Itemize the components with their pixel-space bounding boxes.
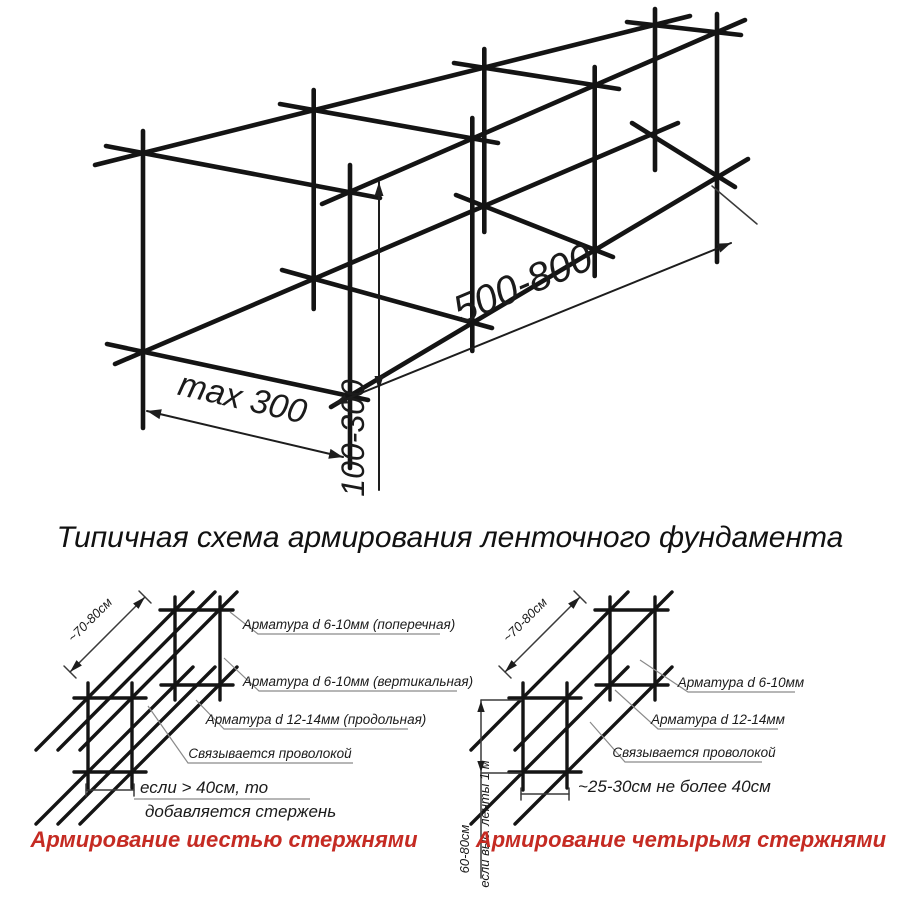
- arrowhead: [375, 182, 384, 196]
- arrowhead: [147, 409, 162, 419]
- dim-60-80-label: 60-80см: [457, 824, 472, 874]
- dim-70-80-label: ~70-80см: [499, 594, 551, 646]
- six-bar-diagram: [29, 591, 473, 852]
- note-40cm: [86, 778, 336, 821]
- main-cage-rails: [95, 16, 748, 407]
- label-frame-bar: Арматура d 6-10мм: [677, 675, 805, 690]
- caption-six-bars: Армирование шестью стержнями: [30, 827, 418, 852]
- dimension-max-300: [147, 365, 343, 459]
- dimension-500-800: [334, 186, 757, 404]
- note-line-2: добавляется стержень: [145, 802, 337, 821]
- page-title: Типичная схема армирования ленточного фундамента: [56, 521, 844, 554]
- note-line-1: если > 40см, то: [140, 778, 269, 797]
- transverse-frame-3: [454, 49, 619, 276]
- dim-length-label: 500-800: [446, 235, 600, 333]
- dimension-60-80: [457, 700, 521, 888]
- label-longitudinal-bar: Арматура d 12-14мм (продольная): [205, 712, 427, 727]
- arrowhead: [477, 701, 484, 712]
- dim-height-label: 100-300: [335, 379, 371, 497]
- dim-60-80-condition: если выс. ленты 1 м: [477, 760, 492, 888]
- top-rear-rail: [95, 16, 690, 165]
- dim-width-label: max 300: [174, 365, 311, 432]
- label-vertical-bar: Арматура d 6-10мм (вертикальная): [242, 674, 474, 689]
- top-front-rail: [322, 20, 745, 204]
- label-wire-tied: Связывается проволокой: [612, 745, 776, 760]
- label-transverse-bar: Арматура d 6-10мм (поперечная): [242, 617, 456, 632]
- dimension-70-80-right: [499, 591, 586, 678]
- dim-25-30-label: ~25-30см не более 40см: [578, 777, 771, 796]
- label-longitudinal-bar: Арматура d 12-14мм: [651, 712, 785, 727]
- dimension-100-300: [335, 182, 384, 497]
- four-bar-diagram: [457, 591, 887, 888]
- label-wire-tied: Связывается проволокой: [188, 746, 352, 761]
- dim-70-80-label: ~70-80см: [64, 594, 116, 646]
- caption-four-bars: Армирование четырьмя стержнями: [475, 827, 887, 852]
- dimension-70-80-left: [64, 591, 151, 678]
- right-labels: [590, 660, 804, 762]
